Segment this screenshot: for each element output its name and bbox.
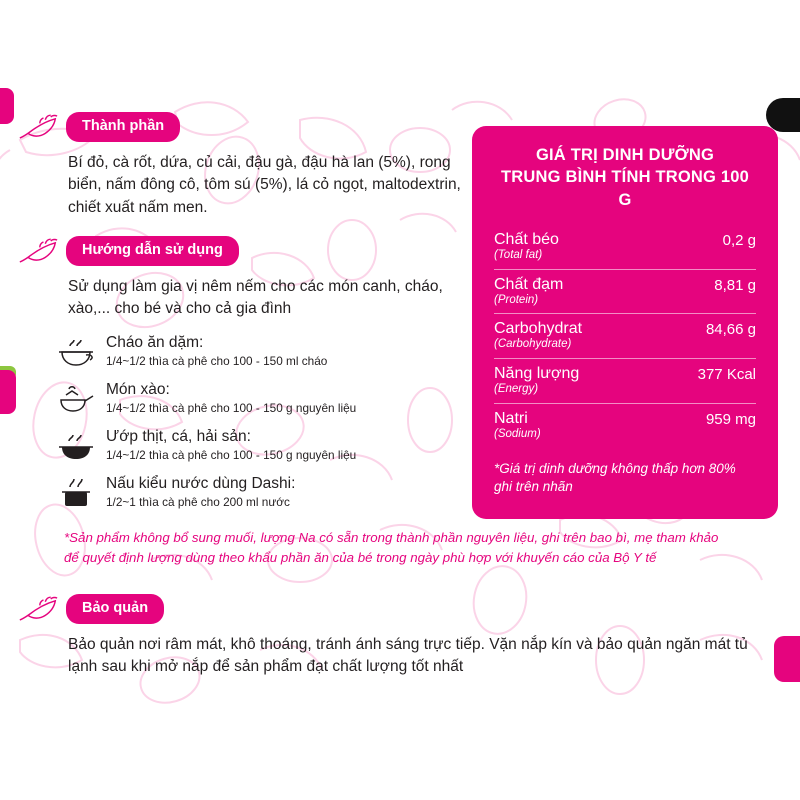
table-row: [494, 404, 756, 448]
nutrition-value: 959 mg: [705, 410, 756, 428]
nutrition-facts-panel: [472, 126, 778, 519]
stir-fry-pan-icon: [56, 380, 96, 418]
dashi-pot-icon: [56, 474, 96, 512]
nutrition-name: Năng lượng: [494, 365, 580, 383]
nutrition-name: Carbohydrat: [494, 320, 583, 338]
usage-item-text: [106, 380, 356, 415]
usage-item-title: Cháo ăn dặm:: [106, 334, 204, 352]
storage-text: Bảo quản nơi râm mát, khô thoáng, tránh ánh sáng trực tiếp. Vặn nắp kín và bảo quản ngăn mát tủ lạnh sau khi mở nắp để sản phẩm đạt chất lượng tốt nhất: [68, 635, 748, 676]
storage-heading: [18, 594, 768, 624]
storage-label: Bảo quản: [66, 594, 164, 624]
nutrition-row-label: [494, 276, 563, 308]
porridge-bowl-icon: [56, 333, 96, 371]
carrot-icon: [18, 114, 58, 140]
nutrition-title-line1: GIÁ TRỊ DINH DƯỠNG: [535, 146, 715, 164]
usage-item-desc: 1/4~1/2 thìa cà phê cho 100 - 150 ml cháo: [106, 354, 328, 369]
nutrition-value: 377 Kcal: [697, 366, 756, 384]
list-item: [56, 333, 473, 371]
nutrition-row-label: [494, 365, 579, 397]
table-row: [494, 359, 756, 404]
usage-label: Hướng dẫn sử dụng: [66, 236, 239, 266]
nutrition-name-en: (Sodium): [494, 427, 541, 440]
ingredients-text: Bí đỏ, cà rốt, dứa, củ cải, đậu gà, đậu hà lan (5%), rong biển, nấm đông cô, tôm sú (5%), lá cỏ ngọt, maltodextrin, chiết xuất nấm men.: [68, 153, 461, 217]
usage-item-text: [106, 333, 327, 368]
table-row: [494, 270, 756, 315]
ingredients-section: [18, 112, 463, 220]
nutrition-name: Natri: [494, 409, 528, 427]
nutrition-name: Chất béo: [494, 230, 559, 248]
usage-item-text: [106, 474, 295, 509]
list-item: [56, 474, 473, 512]
table-row: [494, 225, 756, 270]
corner-accent-right-bottom: [774, 636, 800, 682]
corner-accent-green: [0, 366, 16, 380]
ingredients-label: Thành phần: [66, 112, 180, 142]
usage-item-text: [106, 427, 356, 462]
usage-item-desc: 1/4~1/2 thìa cà phê cho 100 - 150 g nguyên liệu: [106, 448, 357, 463]
usage-item-title: Món xào:: [106, 381, 170, 399]
marinate-bowl-icon: [56, 427, 96, 465]
usage-heading: [18, 236, 473, 266]
nutrition-row-label: [494, 320, 582, 352]
nutrition-row-label: [494, 231, 559, 263]
corner-accent-right-top: [766, 98, 800, 132]
nutrition-footnote: *Giá trị dinh dưỡng không thấp hơn 80% ghi trên nhãn: [494, 460, 736, 495]
table-row: [494, 314, 756, 359]
list-item: [56, 427, 473, 465]
usage-item-title: Nấu kiểu nước dùng Dashi:: [106, 475, 296, 493]
storage-section: [18, 594, 768, 679]
nutrition-row-label: [494, 410, 541, 442]
nutrition-name-en: (Protein): [494, 293, 539, 306]
usage-intro-text: Sử dụng làm gia vị nêm nếm cho các món canh, cháo, xào,... cho bé và cho cả gia đình: [68, 277, 443, 318]
nutrition-value: 0,2 g: [722, 231, 756, 249]
ingredients-heading: [18, 112, 463, 142]
sodium-note-text: *Sản phẩm không bổ sung muối, lượng Na có sẵn trong thành phần nguyên liệu, ghi trên bao bì, mẹ tham khảo để quyết định lượng dùng theo khẩu phần ăn của bé trong ngày phù hợp với khuyến cáo của Bộ Y tế: [64, 530, 719, 565]
list-item: [56, 380, 473, 418]
usage-item-desc: 1/2~1 thìa cà phê cho 200 ml nước: [106, 495, 290, 510]
nutrition-title-line2: TRUNG BÌNH TÍNH TRONG 100 G: [501, 168, 749, 209]
usage-instruction-list: [18, 333, 473, 512]
usage-section: [18, 236, 473, 521]
carrot-icon: [18, 596, 58, 622]
corner-accent-left-top: [0, 88, 14, 124]
nutrition-title: [494, 144, 756, 211]
nutrition-name-en: (Energy): [494, 383, 539, 396]
usage-item-title: Ướp thịt, cá, hải sản:: [106, 428, 251, 446]
carrot-icon: [18, 238, 58, 264]
nutrition-name-en: (Total fat): [494, 248, 543, 261]
usage-item-desc: 1/4~1/2 thìa cà phê cho 100 - 150 g nguyên liệu: [106, 401, 357, 416]
nutrition-name: Chất đạm: [494, 275, 564, 293]
nutrition-value: 84,66 g: [705, 321, 756, 339]
nutrition-name-en: (Carbohydrate): [494, 338, 572, 351]
nutrition-value: 8,81 g: [714, 276, 756, 294]
